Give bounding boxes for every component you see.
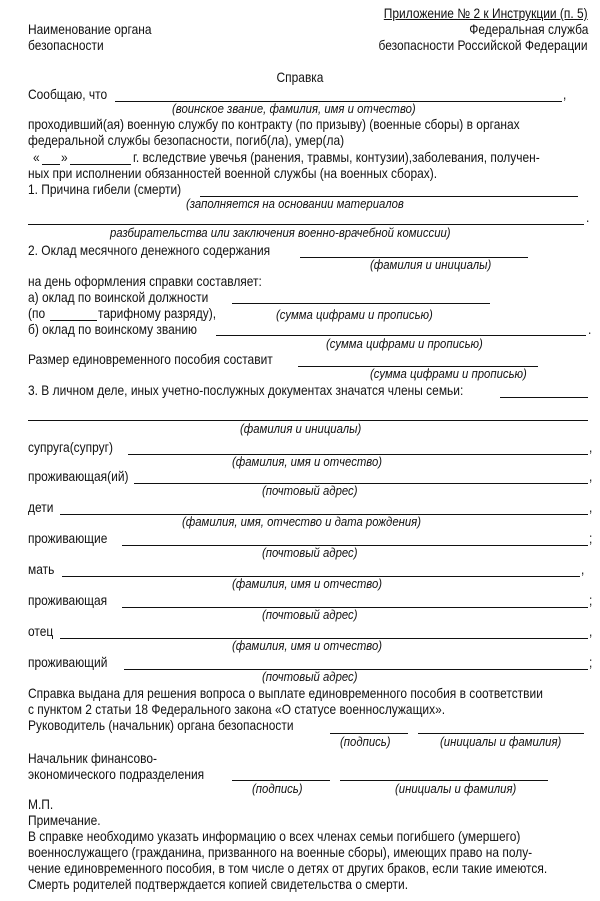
punct: , [589,624,593,639]
caption-materials: (заполняется на основании материалов [186,197,404,211]
children-label: дети [28,500,54,515]
caption-sign-2: (подпись) [252,782,303,796]
position-salary-field[interactable] [232,303,490,304]
punct: , [589,500,593,515]
spouse-label: супруга(супруг) [28,440,113,455]
caption-sum-1: (сумма цифрами и прописью) [276,308,433,322]
head-security-label: Руководитель (начальник) органа безопасности [28,718,294,733]
children-residing-label: проживающие [28,531,108,546]
caption-children: (фамилия, имя, отчество и дата рождения) [182,515,422,529]
org-name-label: Наименование органа [28,22,152,37]
punct: . [586,210,590,225]
issued-line-1: Справка выдана для решения вопроса о выплате единовременного пособия в соответствии [28,686,543,701]
mother-label: мать [28,562,55,577]
father-label: отец [28,624,54,639]
document-title: Справка [276,70,324,85]
caption-father-address: (почтовый адрес) [262,670,358,684]
punct: ; [589,593,593,608]
caption-sum-2: (сумма цифрами и прописью) [326,337,483,351]
fin-name-field[interactable] [340,780,548,781]
quote-open: « [33,150,40,165]
caption-rank-name: (воинское звание, фамилия, имя и отчество) [172,102,416,116]
appendix-reference: Приложение № 2 к Инструкции (п. 5) [384,6,588,21]
quote-close: » [61,150,68,165]
report-prefix: Сообщаю, что [28,87,108,102]
caption-initials-2: (инициалы и фамилия) [395,782,517,796]
family-field-2[interactable] [28,420,588,421]
org-name-label-2: безопасности [28,38,104,53]
punct: ; [589,531,593,546]
caption-spouse-address: (почтовый адрес) [262,484,358,498]
on-date-label: на день оформления справки составляет: [28,274,262,289]
reason-line: г. вследствие увечья (ранения, травмы, контузии),заболевания, получен- [133,150,540,165]
day-field[interactable] [42,164,60,165]
fin-signature-field[interactable] [232,780,330,781]
service-line-1: проходивший(ая) военную службу по контракту (по призыву) (военные сборы) в органах [28,117,520,132]
note-line-2: военнослужащего (гражданина, призванного на военные сборы), имеющих право на полу- [28,845,533,860]
caption-mother-address: (почтовый адрес) [262,608,358,622]
punct: , [589,469,593,484]
caption-commission: разбирательства или заключения военно-врачебной комиссии) [110,226,451,240]
rank-salary-field[interactable] [216,335,586,336]
caption-surname-2: (фамилия и инициалы) [240,422,362,436]
caption-children-address: (почтовый адрес) [262,546,358,560]
note-line-4: Смерть родителей подтверждается копией свидетельства о смерти. [28,877,409,892]
caption-father-name: (фамилия, имя и отчество) [232,639,383,653]
caption-sum-3: (сумма цифрами и прописью) [370,367,527,381]
tariff-close: тарифному разряду), [98,306,217,321]
caption-surname: (фамилия и инициалы) [370,258,492,272]
caption-sign-1: (подпись) [340,735,391,749]
head-name-field[interactable] [418,733,584,734]
family-field-1[interactable] [500,397,588,398]
note-line-1: В справке необходимо указать информацию о всех членах семьи погибшего (умершего) [28,829,521,844]
service-line-2: федеральной службы безопасности, погиб(ла), умер(ла) [28,133,345,148]
issued-line-2: с пунктом 2 статьи 18 Федерального закона «О статусе военнослужащих». [28,702,446,717]
punct: , [589,440,593,455]
father-residing-label: проживающий [28,655,108,670]
item-b-label: б) оклад по воинскому званию [28,322,198,337]
mother-residing-label: проживающая [28,593,108,608]
month-year-field[interactable] [70,164,131,165]
cause-of-death-field-2[interactable] [28,224,584,225]
allowance-label: Размер единовременного пособия составит [28,352,273,367]
fin-head-label-2: экономического подразделения [28,767,205,782]
tariff-grade-field[interactable] [50,320,97,321]
note-line-3: чение единовременного пособия, в том числе о детях от других браков, если такие имеются. [28,861,548,876]
item-3-label: 3. В личном деле, иных учетно-послужных документах значатся члены семьи: [28,383,464,398]
item-1-label: 1. Причина гибели (смерти) [28,182,182,197]
service-name-2: безопасности Российской Федерации [378,38,588,53]
fin-head-label-1: Начальник финансово- [28,751,157,766]
head-signature-field[interactable] [330,733,408,734]
punct: ; [589,655,593,670]
spouse-address-field[interactable] [134,483,588,484]
caption-spouse-name: (фамилия, имя и отчество) [232,455,383,469]
caption-initials-1: (инициалы и фамилия) [440,735,562,749]
punct: , [581,562,585,577]
stamp-place: М.П. [28,797,54,812]
note-title: Примечание. [28,813,101,828]
spouse-residing-label: проживающая(ий) [28,469,129,484]
item-a-label: а) оклад по воинской должности [28,290,209,305]
punct: , [563,87,567,102]
punct: . [588,322,592,337]
caption-mother-name: (фамилия, имя и отчество) [232,577,383,591]
tariff-open: (по [28,306,46,321]
duties-line: ных при исполнении обязанностей военной службы (на военных сборах). [28,166,438,181]
service-name: Федеральная служба [468,22,588,37]
item-2-label: 2. Оклад месячного денежного содержания [28,243,271,258]
